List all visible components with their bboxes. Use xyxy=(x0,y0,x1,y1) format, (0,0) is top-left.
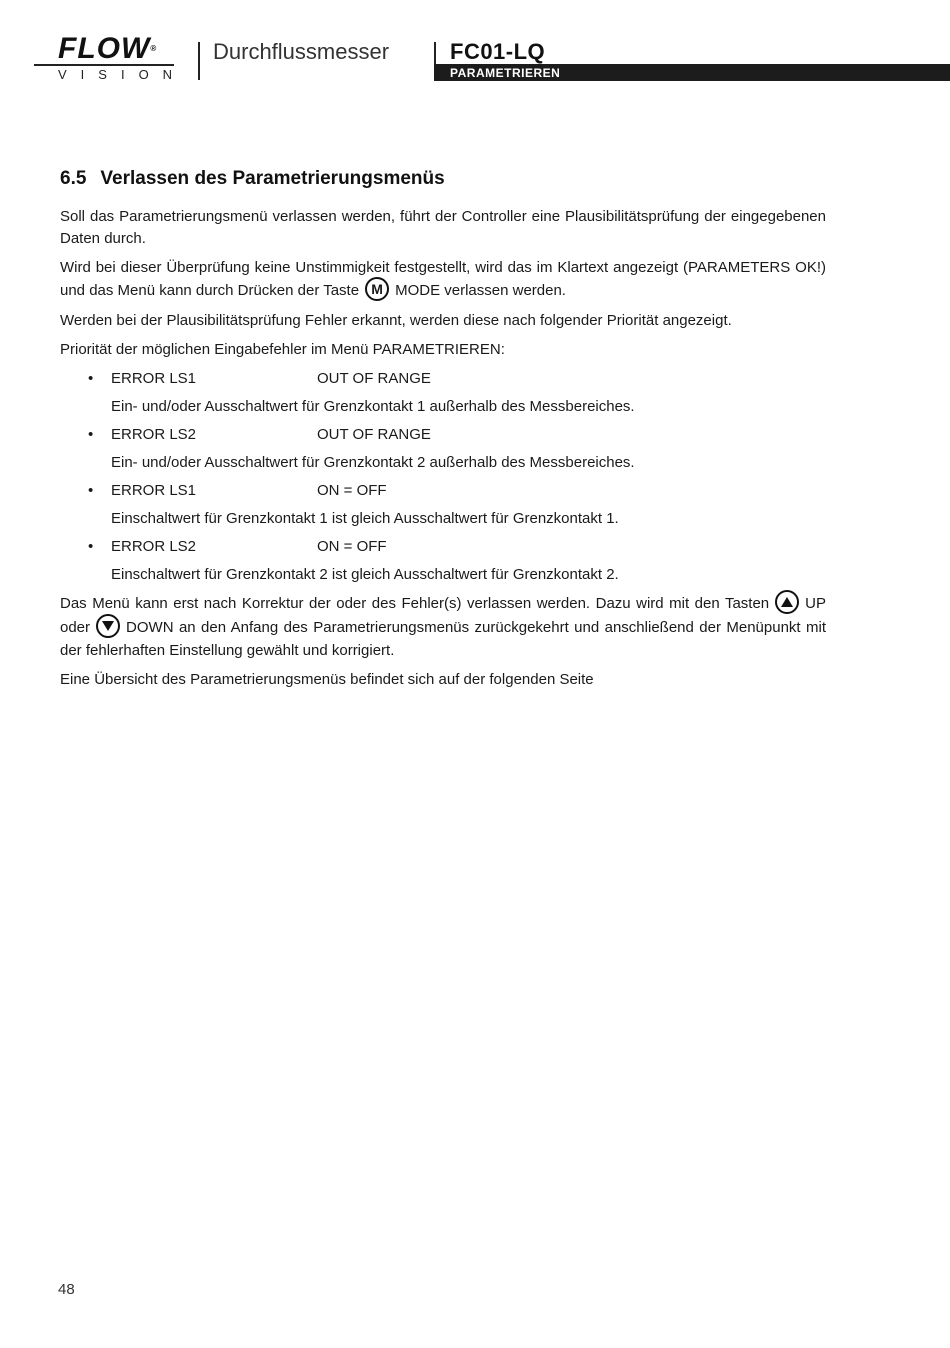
error-code: ERROR LS1 xyxy=(111,370,197,387)
bullet-icon: • xyxy=(88,482,94,499)
section-bar xyxy=(434,64,950,81)
paragraph-text: Das Menü kann erst nach Korrektur der oder des Fehler(s) verlassen werden. Dazu wird mit den Tasten xyxy=(60,594,770,612)
error-description: Ein- und/oder Ausschaltwert für Grenzkontakt 1 außerhalb des Messbereiches. xyxy=(111,398,635,415)
paragraph-text: Wird bei dieser Überprüfung keine Unstimmigkeit festgestellt, wird das im Klartext angezeigt (PARAMETERS OK!) und das Menü kann durch Drücken der Taste xyxy=(60,259,826,299)
paragraph: Werden bei der Plausibilitätsprüfung Fehler erkannt, werden diese nach folgender Priorität angezeigt. xyxy=(60,312,732,329)
error-code: ERROR LS2 xyxy=(111,426,197,443)
paragraph: Eine Übersicht des Parametrierungsmenüs befindet sich auf der folgenden Seite xyxy=(60,671,594,688)
error-list xyxy=(60,368,826,586)
section-title: Verlassen des Parametrierungsmenüs xyxy=(100,168,445,189)
page-number: 48 xyxy=(58,1281,75,1298)
page-header xyxy=(0,0,950,90)
list-item xyxy=(60,480,826,530)
brand-logo: FLOW® xyxy=(58,32,158,65)
down-arrow-key-icon xyxy=(96,614,120,638)
model-name: FC01-LQ xyxy=(450,39,546,64)
section-number: 6.5 xyxy=(60,168,87,189)
bullet-icon: • xyxy=(88,370,94,387)
paragraph: Soll das Parametrierungsmenü verlassen werden, führt der Controller eine Plausibilitätsprüfung der eingegebenen Daten durch. xyxy=(60,208,826,247)
list-item xyxy=(60,368,826,418)
paragraph xyxy=(60,592,826,662)
bullet-icon: • xyxy=(88,426,94,443)
logo-subtext: VISION xyxy=(58,67,187,82)
logo-main-text: FLOW xyxy=(58,32,151,65)
error-code: ERROR LS2 xyxy=(111,538,197,555)
paragraph-text: MODE verlassen werden. xyxy=(395,281,566,299)
error-description: Einschaltwert für Grenzkontakt 2 ist gleich Ausschaltwert für Grenzkontakt 2. xyxy=(111,566,619,583)
bullet-icon: • xyxy=(88,538,94,555)
paragraph-text: DOWN an den Anfang des Parametrierungsmenüs zurückgekehrt und anschließend der Menüpunkt mit der fehlerhaften Einstellung gewählt und korrigiert. xyxy=(60,618,826,659)
header-divider xyxy=(198,42,200,80)
error-description: Ein- und/oder Ausschaltwert für Grenzkontakt 2 außerhalb des Messbereiches. xyxy=(111,454,635,471)
paragraph: Priorität der möglichen Eingabefehler im Menü PARAMETRIEREN: xyxy=(60,341,505,358)
main-content xyxy=(60,166,826,698)
error-state: OUT OF RANGE xyxy=(317,426,431,443)
paragraph xyxy=(60,257,826,303)
error-state: OUT OF RANGE xyxy=(317,370,431,387)
error-description: Einschaltwert für Grenzkontakt 1 ist gleich Ausschaltwert für Grenzkontakt 1. xyxy=(111,510,619,527)
header-divider xyxy=(434,42,436,64)
list-item xyxy=(60,424,826,474)
up-arrow-key-icon xyxy=(775,590,799,614)
section-bar-label: PARAMETRIEREN xyxy=(450,66,561,80)
error-state: ON = OFF xyxy=(317,538,387,555)
mode-key-icon: M xyxy=(365,277,389,301)
document-title: Durchflussmesser xyxy=(213,39,390,64)
paragraph-text: UP oder xyxy=(60,594,826,636)
list-item xyxy=(60,536,826,586)
section-heading xyxy=(60,166,826,192)
error-code: ERROR LS1 xyxy=(111,482,197,499)
error-state: ON = OFF xyxy=(317,482,387,499)
